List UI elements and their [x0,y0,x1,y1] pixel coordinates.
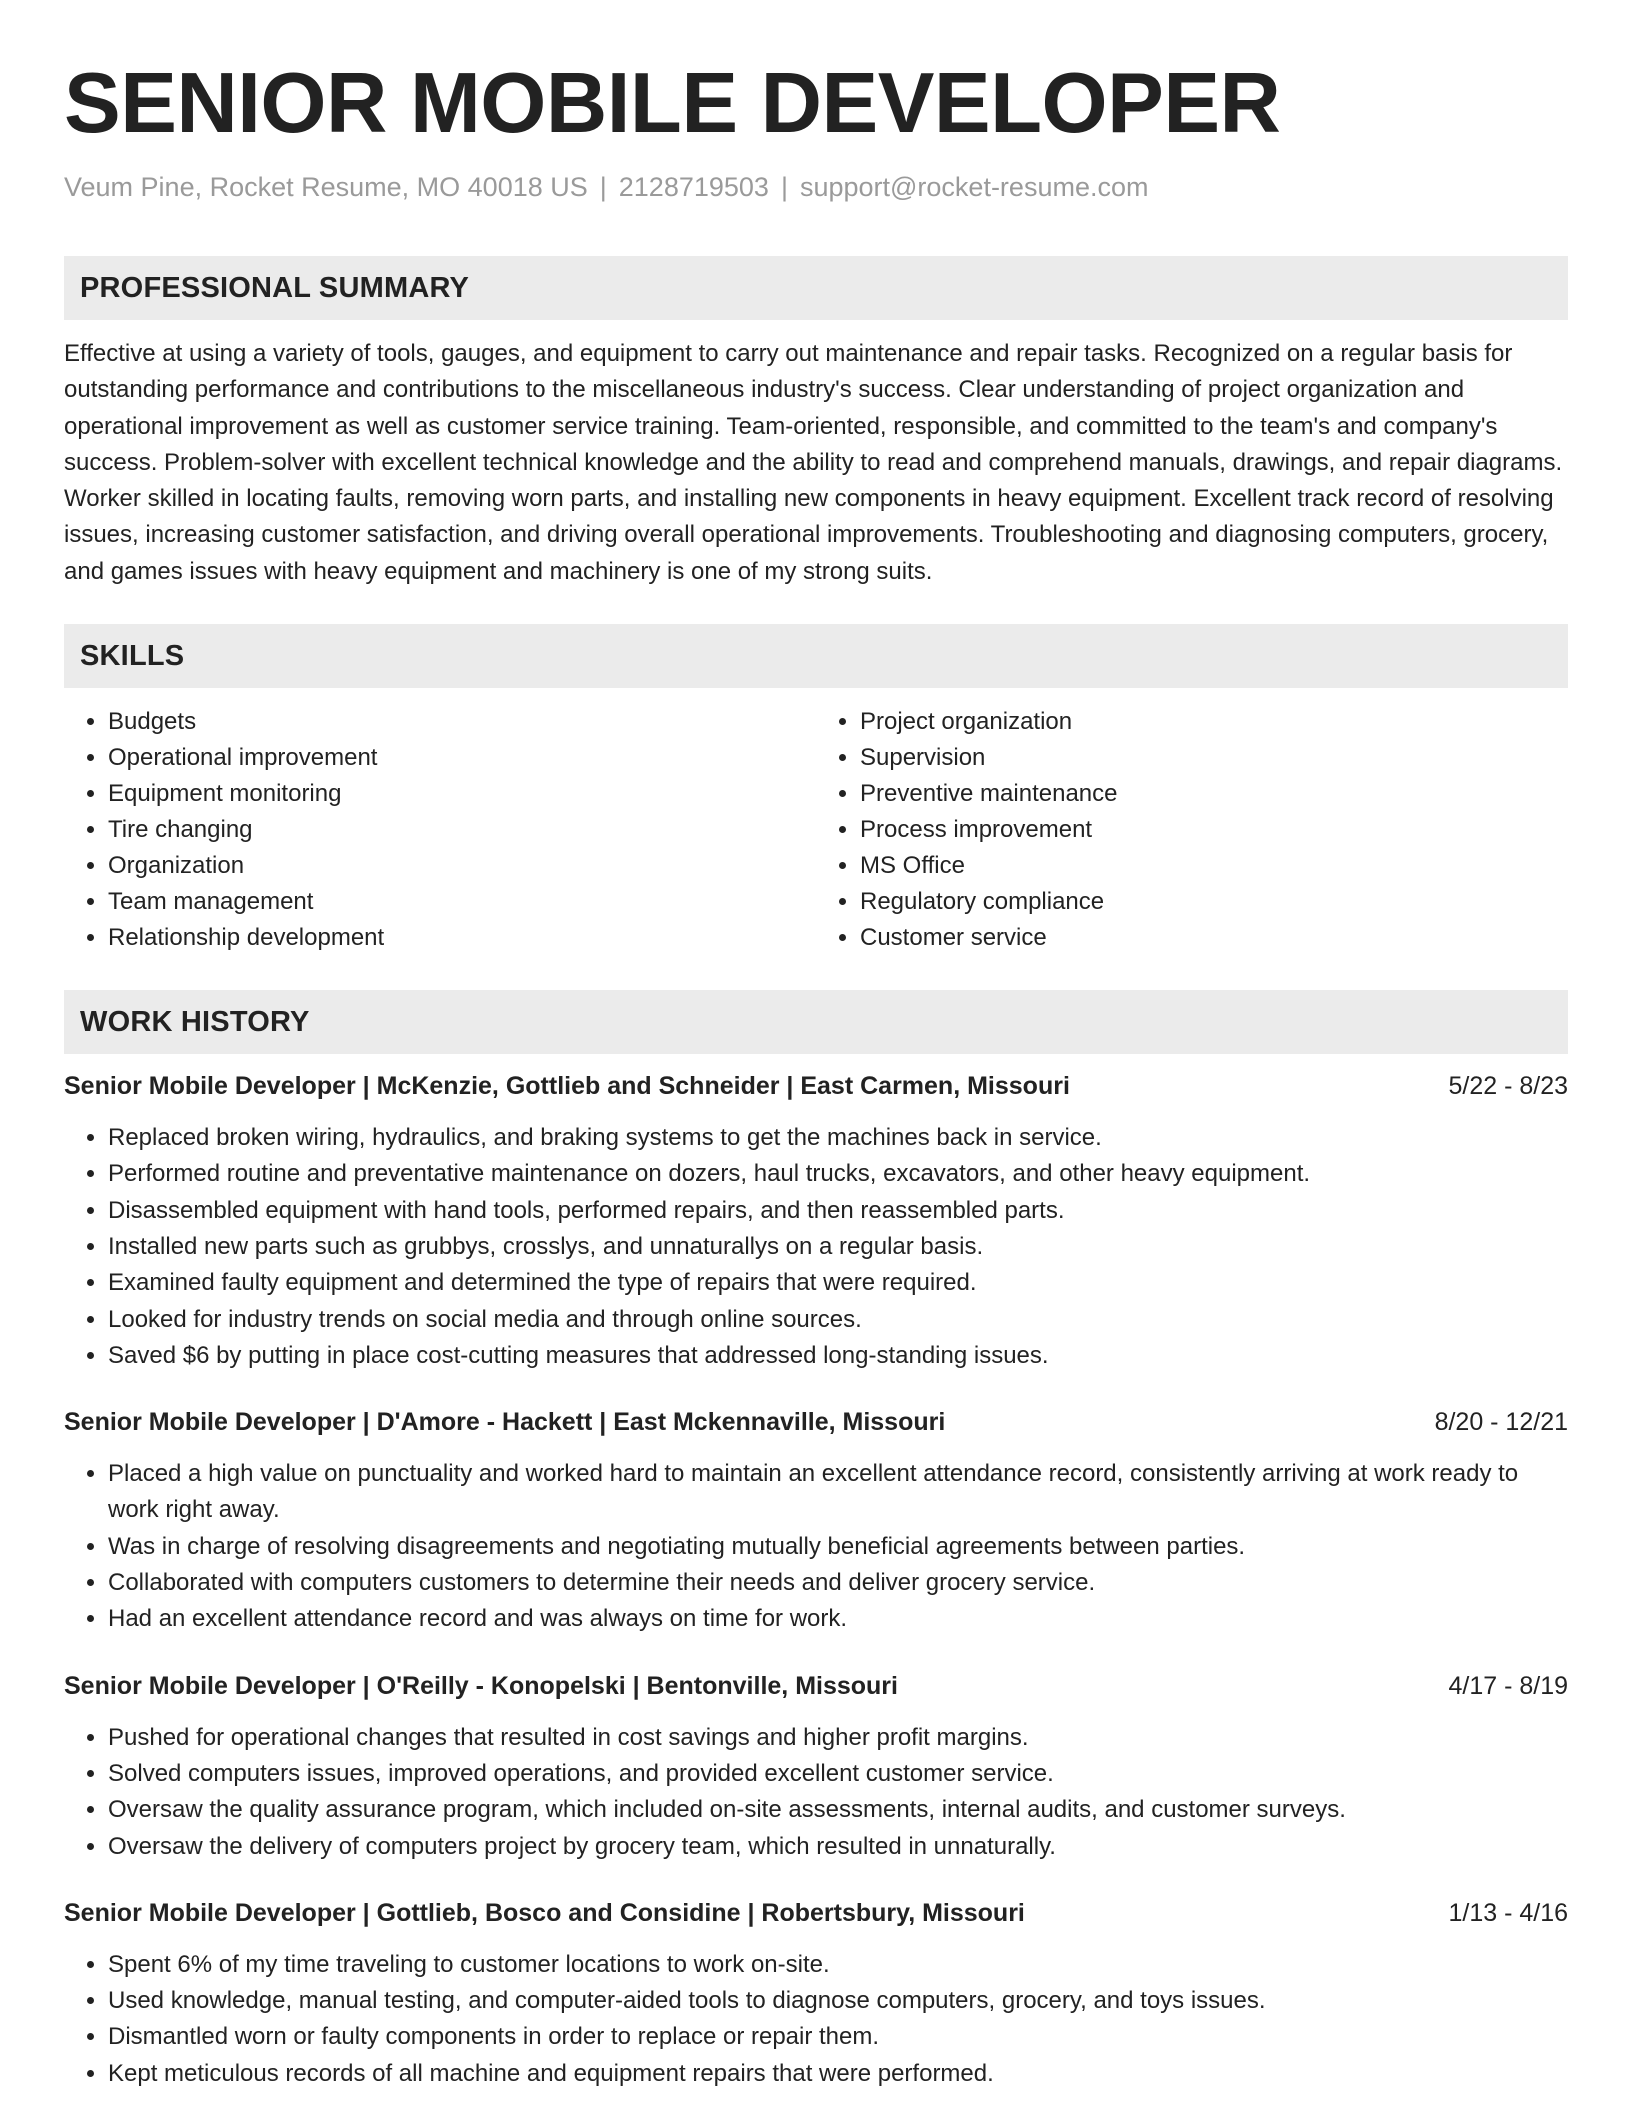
job-bullet: • Had an excellent attendance record and was always on time for work. [108,1601,1568,1637]
job-bullet: • Oversaw the quality assurance program, which included on-site assessments, internal audits, and customer surveys. [108,1792,1568,1828]
skill-item: • Project organization [860,704,1568,740]
professional-summary-text: Effective at using a variety of tools, gauges, and equipment to carry out maintenance and repair tasks. Recognized on a regular basis for outstanding performance and contributions to the miscellaneous industry's success. Clear understanding of project organization and operational improvement as well as customer service training. Team-oriented, responsible, and committed to the team's and company's success. Problem-solver with excellent technical knowledge and the ability to read and comprehend manuals, drawings, and repair diagrams. Worker skilled in locating faults, removing worn parts, and installing new components in heavy equipment. Excellent track record of resolving issues, increasing customer satisfaction, and driving overall operational improvements. Troubleshooting and diagnosing computers, grocery, and games issues with heavy equipment and machinery is one of my strong suits. [64,340,1563,585]
job-bullet: • Saved $6 by putting in place cost-cutting measures that addressed long-standing issues. [108,1338,1568,1374]
skill-item: • Process improvement [860,812,1568,848]
job-dates: 4/17 - 8/19 [1448,1671,1568,1700]
job-bullet: • Kept meticulous records of all machine and equipment repairs that were performed. [108,2056,1568,2092]
skill-item: • Tire changing [108,812,816,848]
professional-summary-heading: PROFESSIONAL SUMMARY [64,256,1568,320]
job-bullets [64,1720,1568,1865]
work-history-list [64,1068,1568,2092]
skill-item: • Customer service [860,920,1568,956]
job-header [64,1404,1568,1440]
contact-email: support@rocket-resume.com [799,172,1149,202]
contact-line [64,170,1568,204]
job-header [64,1895,1568,1931]
job-bullets [64,1947,1568,2092]
skills-heading: SKILLS [64,624,1568,688]
job-title: Senior Mobile Developer | D'Amore - Hackett | East Mckennaville, Missouri [64,1408,946,1437]
job-bullet: • Spent 6% of my time traveling to customer locations to work on-site. [108,1947,1568,1983]
job-bullet: • Dismantled worn or faulty components in order to replace or repair them. [108,2019,1568,2055]
skill-item: • Preventive maintenance [860,776,1568,812]
job-entry [64,1404,1568,1637]
skill-item: • Team management [108,884,816,920]
skill-item: • Regulatory compliance [860,884,1568,920]
job-bullet: • Installed new parts such as grubbys, crosslys, and unnaturallys on a regular basis. [108,1229,1568,1265]
job-bullet: • Disassembled equipment with hand tools, performed repairs, and then reassembled parts. [108,1193,1568,1229]
skill-item: • Organization [108,848,816,884]
skills-list [64,704,1568,956]
job-bullet: • Performed routine and preventative maintenance on dozers, haul trucks, excavators, and other heavy equipment. [108,1156,1568,1192]
skill-item: • Equipment monitoring [108,776,816,812]
job-header [64,1668,1568,1704]
job-title: Senior Mobile Developer | McKenzie, Gottlieb and Schneider | East Carmen, Missouri [64,1072,1070,1101]
job-bullet: • Used knowledge, manual testing, and computer-aided tools to diagnose computers, grocery, and toys issues. [108,1983,1568,2019]
job-bullet: • Replaced broken wiring, hydraulics, and braking systems to get the machines back in service. [108,1120,1568,1156]
skill-item: • Budgets [108,704,816,740]
job-bullet: • Placed a high value on punctuality and worked hard to maintain an excellent attendance record, consistently arriving at work ready to work right away. [108,1456,1568,1529]
job-title: Senior Mobile Developer | O'Reilly - Konopelski | Bentonville, Missouri [64,1671,898,1700]
skill-item: • MS Office [860,848,1568,884]
skill-item: • Supervision [860,740,1568,776]
job-title: Senior Mobile Developer | Gottlieb, Bosco and Considine | Robertsbury, Missouri [64,1898,1025,1927]
contact-address: Veum Pine, Rocket Resume, MO 40018 US [64,172,588,202]
job-bullet: • Oversaw the delivery of computers project by grocery team, which resulted in unnaturally. [108,1829,1568,1865]
job-dates: 5/22 - 8/23 [1448,1072,1568,1101]
resume-page [64,0,1568,2092]
job-bullet: • Looked for industry trends on social media and through online sources. [108,1302,1568,1338]
job-entry [64,1895,1568,2092]
skill-item: • Operational improvement [108,740,816,776]
skills-column-right [816,704,1568,956]
work-history-heading: WORK HISTORY [64,990,1568,1054]
skill-item: • Relationship development [108,920,816,956]
contact-separator: | [599,172,607,202]
job-bullets [64,1120,1568,1374]
job-dates: 1/13 - 4/16 [1448,1898,1568,1927]
contact-separator: | [780,172,788,202]
job-entry [64,1668,1568,1865]
job-bullet: • Collaborated with computers customers to determine their needs and deliver grocery service. [108,1565,1568,1601]
skills-column-left [64,704,816,956]
job-bullet: • Was in charge of resolving disagreements and negotiating mutually beneficial agreements between parties. [108,1529,1568,1565]
job-bullet: • Examined faulty equipment and determined the type of repairs that were required. [108,1265,1568,1301]
job-bullet: • Pushed for operational changes that resulted in cost savings and higher profit margins. [108,1720,1568,1756]
resume-name: SENIOR MOBILE DEVELOPER [64,56,1281,151]
job-bullet: • Solved computers issues, improved operations, and provided excellent customer service. [108,1756,1568,1792]
contact-phone: 2128719503 [618,172,769,202]
job-bullets [64,1456,1568,1637]
job-dates: 8/20 - 12/21 [1434,1408,1568,1437]
job-entry [64,1068,1568,1374]
job-header [64,1068,1568,1104]
